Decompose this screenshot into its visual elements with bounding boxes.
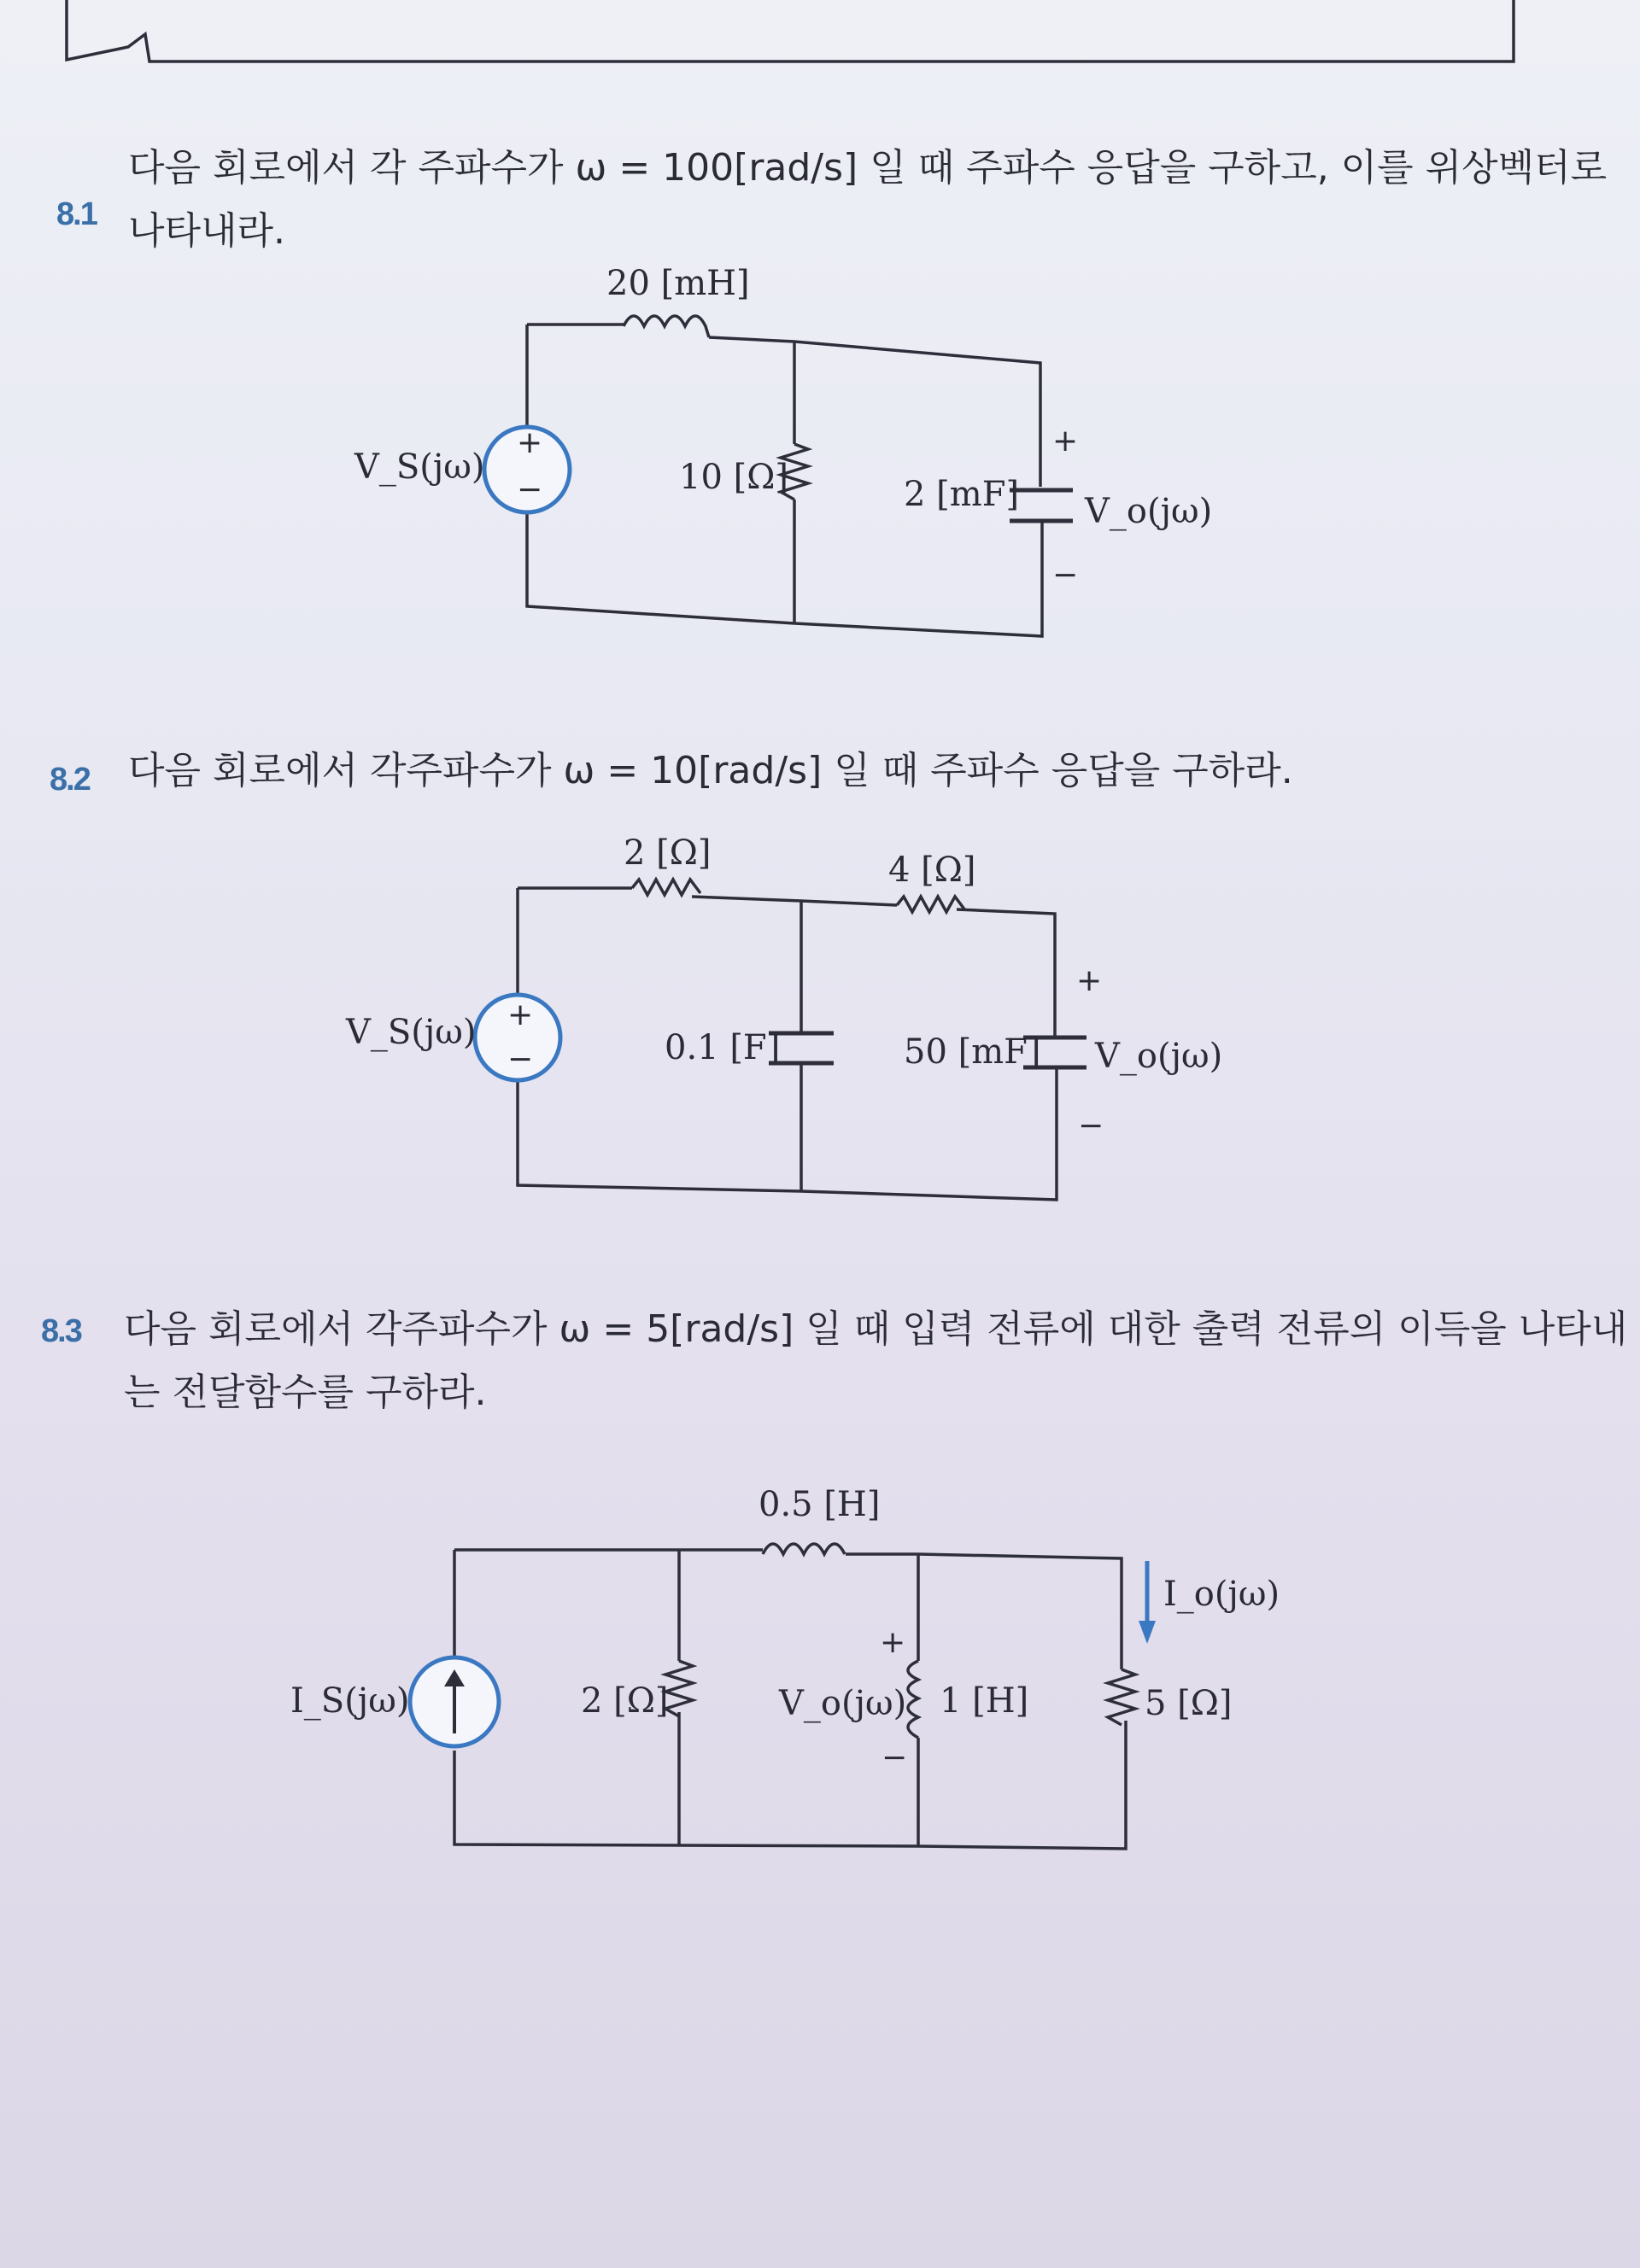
voltage-label: V_o(jω) [779, 1684, 907, 1723]
output-sign-minus: − [1052, 558, 1079, 593]
problem-text-line: 다음 회로에서 각주파수가 ω = 10[rad/s] 일 때 주파수 응답을 구하라. [128, 749, 1293, 792]
source-sign-plus: + [517, 425, 543, 460]
source-label: V_S(jω) [354, 447, 485, 487]
inductor-symbol [763, 1544, 845, 1554]
output-label: V_o(jω) [1095, 1037, 1223, 1076]
resistor2-label: 5 [Ω] [1145, 1684, 1233, 1723]
source-sign-plus: + [507, 997, 534, 1032]
problem-text-line: 나타내라. [128, 209, 286, 253]
output-label: V_o(jω) [1085, 492, 1213, 531]
inductor2-label: 1 [H] [940, 1681, 1029, 1721]
problem-number: 8.2 [50, 762, 90, 798]
resistor1-label: 2 [Ω] [581, 1681, 669, 1721]
resistor2-label: 4 [Ω] [888, 850, 976, 890]
resistor1-label: 2 [Ω] [624, 833, 712, 873]
source-sign-minus: − [517, 472, 543, 507]
resistor-symbol [1108, 1669, 1135, 1725]
capacitor2-label: 50 [mF] [904, 1032, 1041, 1072]
voltage-sign-minus: − [882, 1740, 908, 1775]
output-sign-plus: + [1076, 963, 1103, 998]
resistor-symbol [665, 1661, 693, 1716]
problem-number: 8.3 [41, 1313, 81, 1349]
source-label: V_S(jω) [346, 1013, 477, 1052]
inductor-label: 20 [mH] [606, 264, 750, 303]
source-label: I_S(jω) [290, 1681, 410, 1721]
arrow-down-icon [1139, 1621, 1156, 1644]
problem-text-line: 다음 회로에서 각 주파수가 ω = 100[rad/s] 일 때 주파수 응답을 구하고, 이를 위상벡터로 [128, 146, 1608, 190]
output-sign-minus: − [1078, 1108, 1104, 1143]
problem-number: 8.1 [56, 196, 97, 232]
capacitor-label: 2 [mF] [904, 475, 1020, 514]
capacitor1-label: 0.1 [F] [665, 1028, 781, 1067]
voltage-sign-plus: + [880, 1625, 906, 1660]
problem-text-line: 는 전달함수를 구하라. [124, 1371, 487, 1414]
problem-text-line: 다음 회로에서 각주파수가 ω = 5[rad/s] 일 때 입력 전류에 대한 출력 전류의 이득을 나타내 [124, 1307, 1628, 1351]
current-label: I_o(jω) [1163, 1575, 1280, 1614]
source-sign-minus: − [507, 1042, 534, 1077]
inductor-symbol [908, 1661, 918, 1738]
resistor-label: 10 [Ω] [679, 458, 788, 497]
inductor1-label: 0.5 [H] [758, 1485, 881, 1524]
output-sign-plus: + [1052, 424, 1079, 459]
